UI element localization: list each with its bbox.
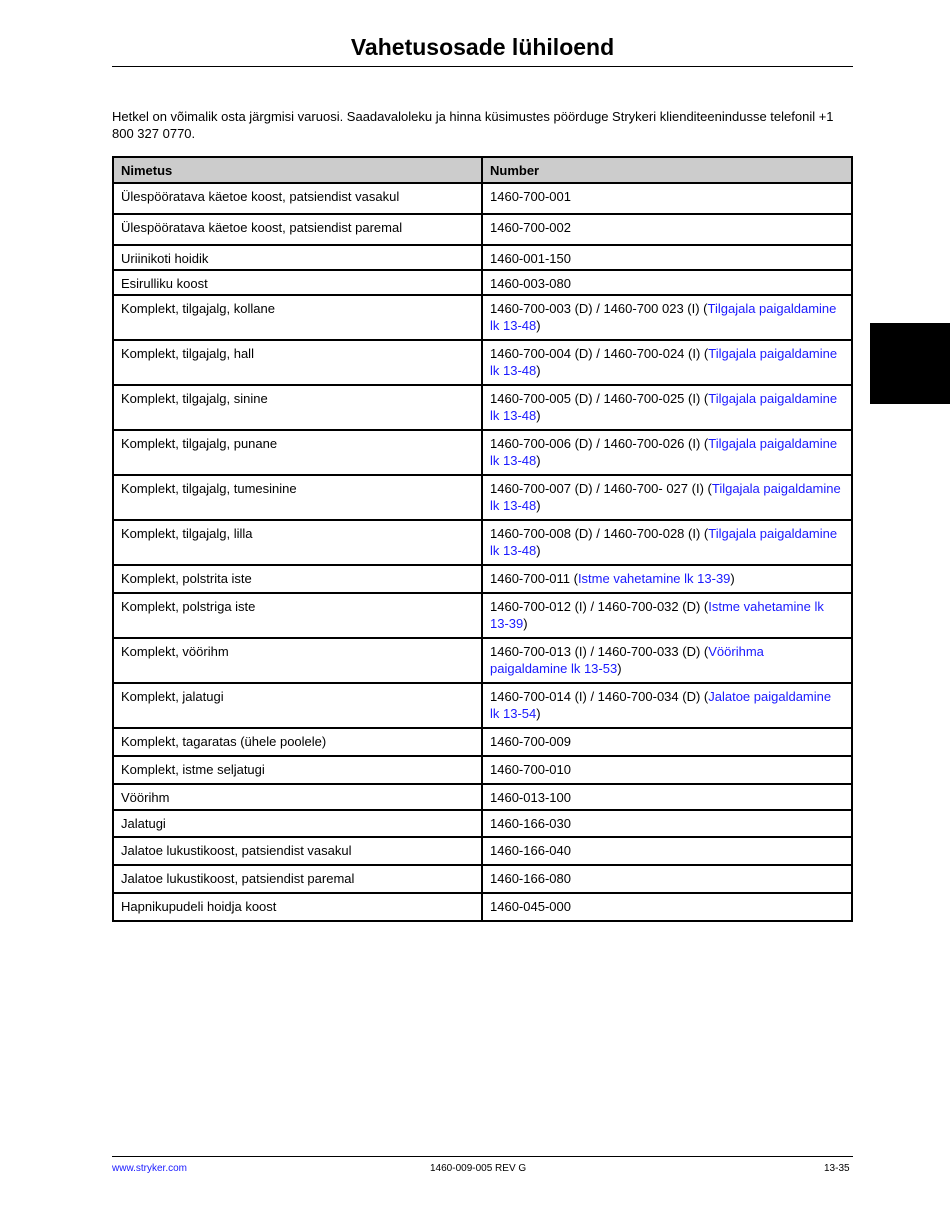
part-number-cell: [482, 784, 852, 810]
column-header-number: Number: [482, 157, 852, 183]
table-row: [113, 784, 852, 810]
part-number-cell: [482, 245, 852, 270]
part-number-text: 1460-700-012 (I) / 1460-700-032 (D) (: [490, 599, 709, 614]
part-number-text: 1460-700-004 (D) / 1460-700-024 (I) (: [490, 346, 709, 361]
closing-paren: ): [536, 453, 541, 468]
part-number-cell: [482, 865, 852, 893]
part-number-cell: [482, 520, 852, 565]
part-name-cell: Komplekt, tagaratas (ühele poolele): [113, 728, 482, 756]
closing-paren: ): [536, 706, 541, 721]
table-header-row: [113, 157, 852, 183]
part-name-cell: Esirulliku koost: [113, 270, 482, 295]
closing-paren: ): [730, 571, 735, 586]
part-number-cell: [482, 183, 852, 214]
part-number-cell: [482, 728, 852, 756]
part-number-cell: [482, 475, 852, 520]
table-row: [113, 340, 852, 385]
part-number-text: 1460-166-080: [490, 871, 571, 886]
part-name-cell: Komplekt, istme seljatugi: [113, 756, 482, 784]
part-name-cell: Ülespööratava käetoe koost, patsiendist paremal: [113, 214, 482, 245]
part-number-text: 1460-700-005 (D) / 1460-700-025 (I) (: [490, 391, 709, 406]
table-row: [113, 385, 852, 430]
cross-reference-link[interactable]: Tilgajala paigaldamine lk 13-48: [490, 346, 838, 378]
part-number-text: 1460-003-080: [490, 276, 571, 291]
part-number-text: 1460-700-003 (D) / 1460-700 023 (I) (: [490, 301, 708, 316]
part-number-cell: [482, 565, 852, 593]
part-number-cell: [482, 295, 852, 340]
part-number-text: 1460-700-007 (D) / 1460-700- 027 (I) (: [490, 481, 712, 496]
part-name-cell: Komplekt, tilgajalg, hall: [113, 340, 482, 385]
part-name-cell: Jalatoe lukustikoost, patsiendist vasakul: [113, 837, 482, 865]
table-row: [113, 430, 852, 475]
table-row: [113, 475, 852, 520]
title-divider: [112, 66, 853, 67]
part-number-cell: [482, 270, 852, 295]
part-number-cell: [482, 214, 852, 245]
part-name-cell: Komplekt, polstrita iste: [113, 565, 482, 593]
table-row: [113, 270, 852, 295]
table-row: [113, 893, 852, 921]
part-number-text: 1460-166-040: [490, 843, 571, 858]
cross-reference-link[interactable]: Vöörihma paigaldamine lk 13-53: [490, 644, 764, 676]
cross-reference-link[interactable]: Tilgajala paigaldamine lk 13-48: [490, 391, 838, 423]
table-row: [113, 837, 852, 865]
part-number-cell: [482, 593, 852, 638]
part-number-text: 1460-700-013 (I) / 1460-700-033 (D) (: [490, 644, 709, 659]
cross-reference-link[interactable]: Tilgajala paigaldamine lk 13-48: [490, 526, 838, 558]
table-row: [113, 865, 852, 893]
part-name-cell: Komplekt, tilgajalg, tumesinine: [113, 475, 482, 520]
part-number-cell: [482, 638, 852, 683]
table-row: [113, 810, 852, 837]
table-row: [113, 245, 852, 270]
closing-paren: ): [536, 408, 541, 423]
table-row: [113, 295, 852, 340]
part-number-text: 1460-700-014 (I) / 1460-700-034 (D) (: [490, 689, 709, 704]
table-row: [113, 520, 852, 565]
table-row: [113, 183, 852, 214]
table-row: [113, 565, 852, 593]
part-number-cell: [482, 893, 852, 921]
part-name-cell: Komplekt, tilgajalg, punane: [113, 430, 482, 475]
part-name-cell: Jalatoe lukustikoost, patsiendist paremal: [113, 865, 482, 893]
part-number-text: 1460-700-008 (D) / 1460-700-028 (I) (: [490, 526, 709, 541]
table-row: [113, 638, 852, 683]
table-row: [113, 728, 852, 756]
part-name-cell: Jalatugi: [113, 810, 482, 837]
part-number-cell: [482, 810, 852, 837]
parts-table-body: [113, 183, 852, 921]
closing-paren: ): [523, 616, 528, 631]
part-number-cell: [482, 385, 852, 430]
intro-paragraph: Hetkel on võimalik osta järgmisi varuosi. Saadavaloleku ja hinna küsimustes pöörduge Strykeri klienditeenindusse telefonil +1 800 327 0770.: [112, 109, 834, 141]
part-name-cell: Komplekt, polstriga iste: [113, 593, 482, 638]
footer-document-number: 1460-009-005 REV G: [430, 1163, 527, 1174]
table-row: [113, 683, 852, 728]
part-number-text: 1460-700-011 (: [490, 571, 578, 586]
column-header-name: Nimetus: [113, 157, 482, 183]
part-number-cell: [482, 340, 852, 385]
cross-reference-link[interactable]: Tilgajala paigaldamine lk 13-48: [490, 436, 838, 468]
part-name-cell: Uriinikoti hoidik: [113, 245, 482, 270]
part-name-cell: Vöörihm: [113, 784, 482, 810]
part-name-cell: Ülespööratava käetoe koost, patsiendist vasakul: [113, 183, 482, 214]
part-name-cell: Komplekt, tilgajalg, kollane: [113, 295, 482, 340]
part-number-cell: [482, 683, 852, 728]
part-name-cell: Komplekt, vöörihm: [113, 638, 482, 683]
part-number-text: 1460-700-010: [490, 762, 571, 777]
page-title: Vahetusosade lühiloend: [350, 34, 615, 60]
closing-paren: ): [536, 543, 541, 558]
part-number-text: 1460-013-100: [490, 790, 571, 805]
footer-website-link[interactable]: www.stryker.com: [112, 1163, 188, 1174]
footer-page-number: 13-35: [824, 1163, 850, 1174]
cross-reference-link[interactable]: Tilgajala paigaldamine lk 13-48: [490, 481, 841, 513]
part-name-cell: Komplekt, jalatugi: [113, 683, 482, 728]
cross-reference-link[interactable]: Istme vahetamine lk 13-39: [490, 599, 824, 631]
chapter-tab-marker: [870, 323, 950, 404]
table-row: [113, 593, 852, 638]
closing-paren: ): [536, 318, 541, 333]
parts-table: [112, 156, 853, 922]
table-row: [113, 756, 852, 784]
cross-reference-link[interactable]: Tilgajala paigaldamine lk 13-48: [490, 301, 837, 333]
part-name-cell: Hapnikupudeli hoidja koost: [113, 893, 482, 921]
part-number-text: 1460-166-030: [490, 816, 571, 831]
part-number-text: 1460-700-006 (D) / 1460-700-026 (I) (: [490, 436, 709, 451]
cross-reference-link[interactable]: Istme vahetamine lk 13-39: [577, 571, 731, 586]
part-number-text: 1460-700-002: [490, 220, 571, 235]
part-number-cell: [482, 756, 852, 784]
part-number-text: 1460-001-150: [490, 251, 571, 266]
closing-paren: ): [536, 498, 541, 513]
cross-reference-link[interactable]: Jalatoe paigaldamine lk 13-54: [490, 689, 832, 721]
closing-paren: ): [536, 363, 541, 378]
table-row: [113, 214, 852, 245]
part-number-cell: [482, 430, 852, 475]
part-number-text: 1460-045-000: [490, 899, 571, 914]
part-number-text: 1460-700-001: [490, 189, 571, 204]
closing-paren: ): [617, 661, 622, 676]
part-name-cell: Komplekt, tilgajalg, lilla: [113, 520, 482, 565]
part-number-text: 1460-700-009: [490, 734, 571, 749]
footer-divider: [112, 1156, 853, 1157]
part-name-cell: Komplekt, tilgajalg, sinine: [113, 385, 482, 430]
part-number-cell: [482, 837, 852, 865]
